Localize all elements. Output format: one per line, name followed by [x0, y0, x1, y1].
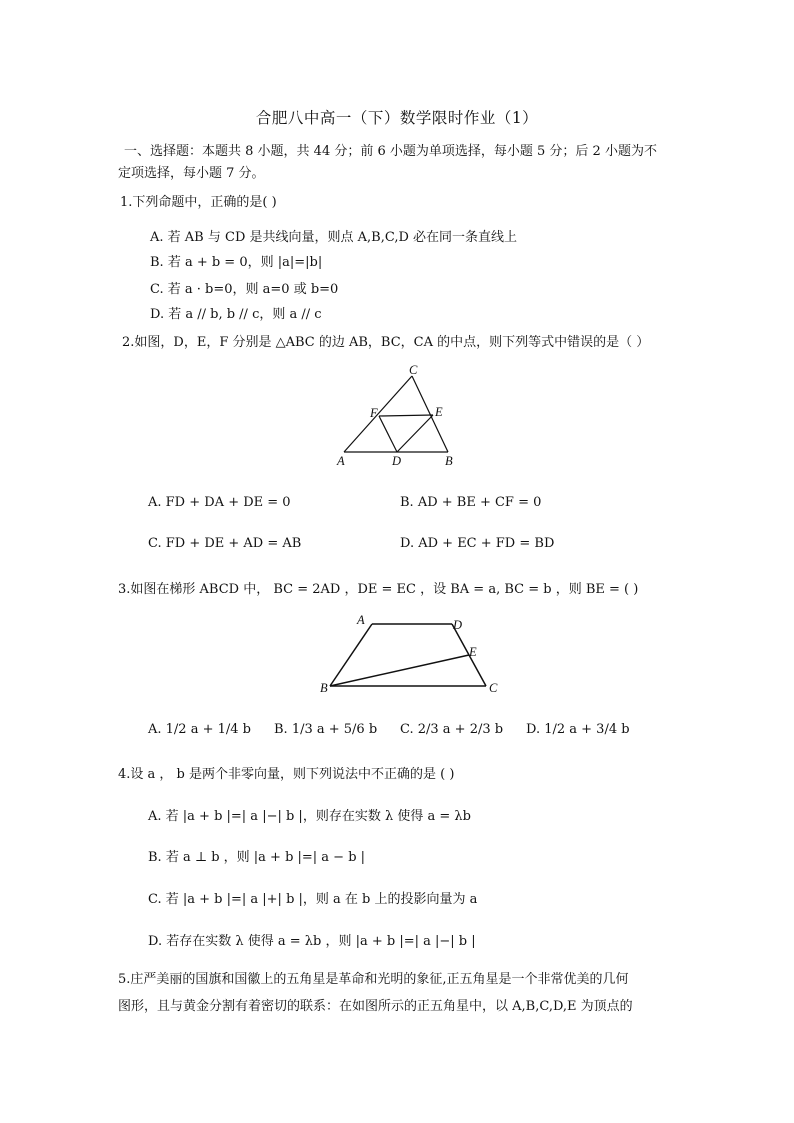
section-heading-line2: 定项选择，每小题 7 分。 — [118, 166, 265, 181]
label-c: C — [489, 681, 498, 695]
q4-option-b: B. 若 a ⊥ b ，则 |a + b |=| a − b | — [148, 850, 366, 865]
q2-option-d: D. AD + EC + FD = BD — [400, 536, 555, 551]
label-d: D — [453, 618, 463, 632]
label-e: E — [469, 645, 477, 659]
label-a: A — [337, 454, 345, 468]
q1-option-a: A. 若 AB 与 CD 是共线向量，则点 A,B,C,D 必在同一条直线上 — [150, 230, 518, 245]
label-b: B — [320, 681, 328, 695]
q4-option-c: C. 若 |a + b |=| a |+| b |，则 a 在 b 上的投影向量为 a — [148, 892, 478, 907]
label-b: B — [445, 454, 453, 468]
trapezoid-figure — [316, 612, 506, 698]
q2-option-c: C. FD + DE + AD = AB — [148, 536, 302, 551]
label-c: C — [409, 364, 418, 377]
q3-stem: 3.如图在梯形 ABCD 中， BC = 2AD ，DE = EC ，设 BA = a, BC = b ，则 BE = ( ) — [118, 582, 639, 597]
trapezoid-lines — [330, 624, 486, 686]
q3-option-a: A. 1/2 a + 1/4 b — [148, 722, 251, 737]
q3-option-b: B. 1/3 a + 5/6 b — [274, 722, 378, 737]
q2-option-b: B. AD + BE + CF = 0 — [400, 495, 542, 510]
q3-option-d: D. 1/2 a + 3/4 b — [526, 722, 630, 737]
q5-line1: 5.庄严美丽的国旗和国徽上的五角星是革命和光明的象征,正五角星是一个非常优美的几何 — [118, 972, 629, 987]
page-title: 合肥八中高一（下）数学限时作业（1） — [255, 109, 539, 127]
q2-option-a: A. FD + DA + DE = 0 — [148, 495, 291, 510]
q1-option-c: C. 若 a · b=0，则 a=0 或 b=0 — [150, 282, 339, 297]
q2-stem: 2.如图，D，E，F 分别是 △ABC 的边 AB，BC，CA 的中点，则下列等式中错误的是（ ） — [122, 335, 650, 350]
triangle-figure — [330, 364, 470, 470]
section-heading-line1: 一、选择题：本题共 8 小题，共 44 分；前 6 小题为单项选择，每小题 5 分；后 2 小题为不 — [124, 144, 657, 159]
q1-option-b: B. 若 a + b = 0，则 |a|=|b| — [150, 255, 323, 270]
q1-option-d: D. 若 a // b, b // c，则 a // c — [150, 307, 322, 322]
q3-option-c: C. 2/3 a + 2/3 b — [400, 722, 504, 737]
q5-line2: 图形，且与黄金分割有着密切的联系：在如图所示的正五角星中，以 A,B,C,D,E 为顶点的 — [118, 999, 633, 1014]
label-a: A — [357, 613, 365, 627]
triangle-lines — [344, 376, 448, 452]
q1-stem: 1.下列命题中，正确的是( ) — [120, 195, 277, 210]
q4-option-d: D. 若存在实数 λ 使得 a = λb ，则 |a + b |=| a |−| b | — [148, 934, 476, 949]
label-e: E — [435, 405, 443, 419]
label-d: D — [392, 454, 402, 468]
label-f: F — [370, 406, 378, 420]
q4-stem: 4.设 a ， b 是两个非零向量，则下列说法中不正确的是 ( ) — [118, 767, 455, 782]
q4-option-a: A. 若 |a + b |=| a |−| b |，则存在实数 λ 使得 a = λb — [148, 809, 471, 824]
